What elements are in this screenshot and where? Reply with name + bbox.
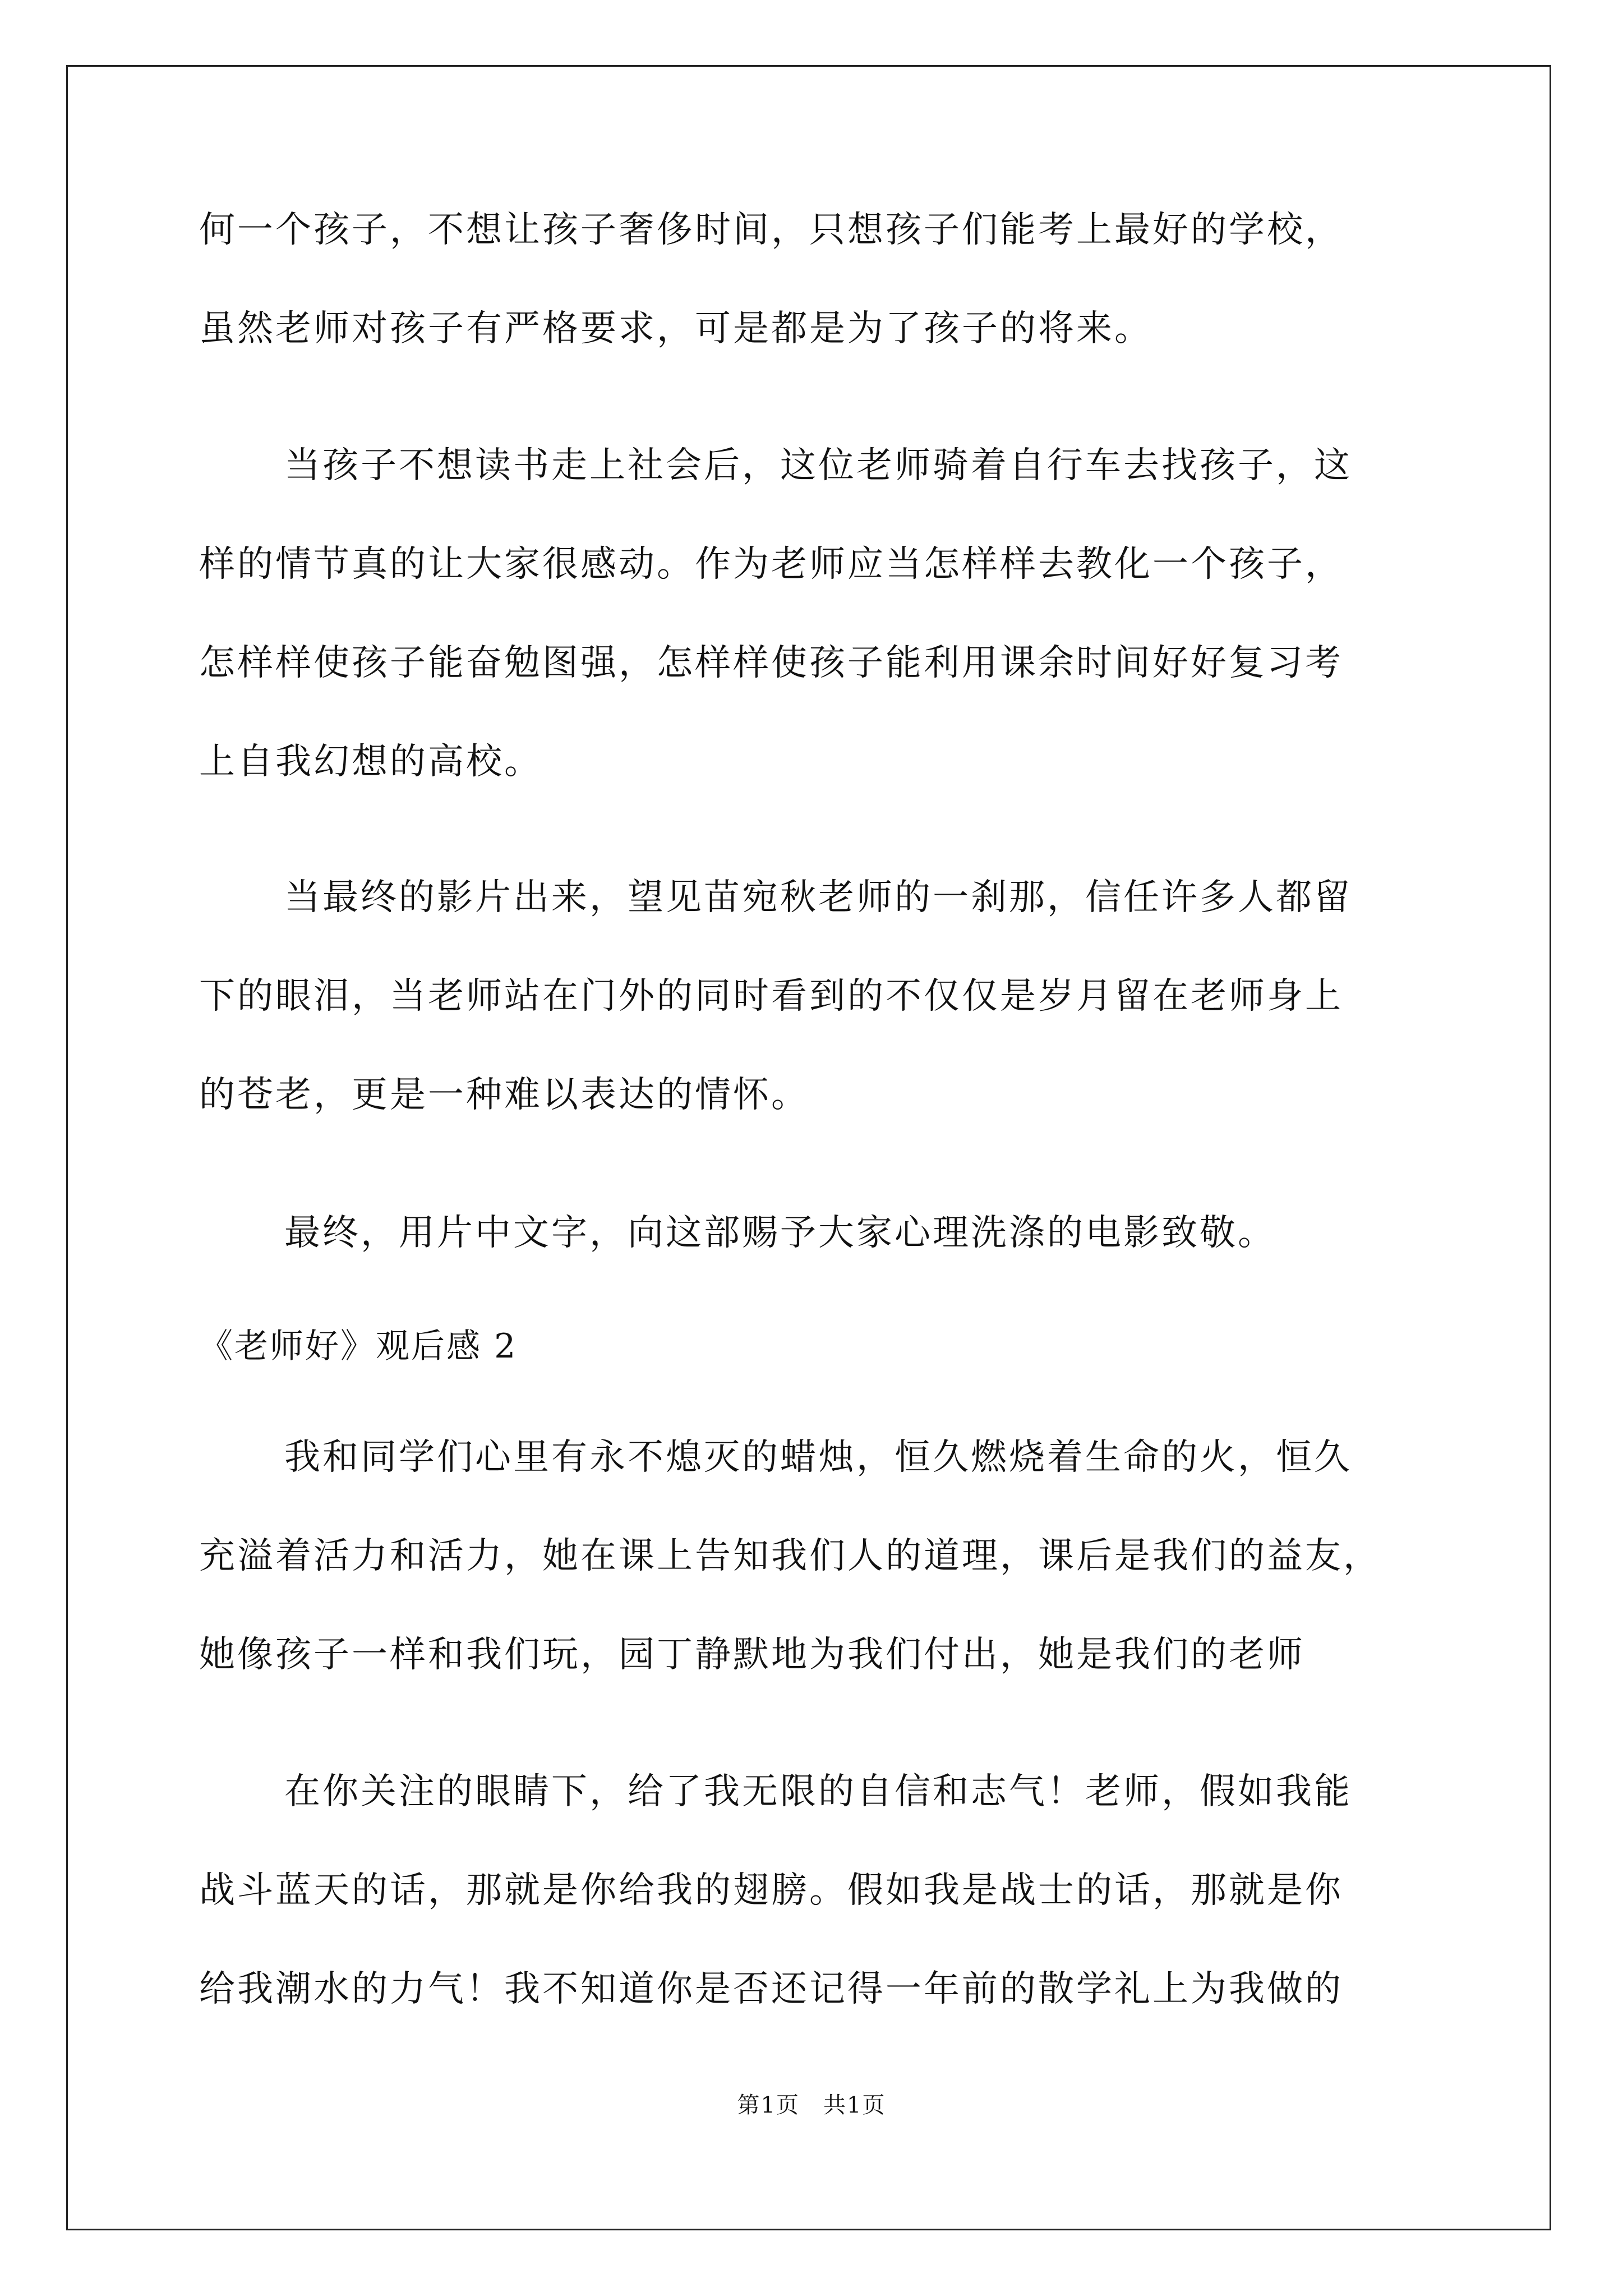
text-line: 虽然老师对孩子有严格要求，可是都是为了孩子的将来。 (199, 308, 1152, 349)
text-line: 上自我幻想的高校。 (199, 741, 542, 783)
paragraph-start-line: 在你关注的眼睛下，给了我无限的自信和志气！老师，假如我能 (284, 1771, 1352, 1812)
paragraph-start-line: 当孩子不想读书走上社会后，这位老师骑着自行车去找孩子，这 (284, 445, 1352, 486)
text-line: 样的情节真的让大家很感动。作为老师应当怎样样去教化一个孩子， (199, 544, 1343, 585)
text-line: 她像孩子一样和我们玩，园丁静默地为我们付出，她是我们的老师 (199, 1634, 1305, 1676)
text-line: 给我潮水的力气！我不知道你是否还记得一年前的散学礼上为我做的 (199, 1968, 1343, 2010)
paragraph-start-line: 我和同学们心里有永不熄灭的蜡烛，恒久燃烧着生命的火，恒久 (284, 1437, 1352, 1478)
text-line: 充溢着活力和活力，她在课上告知我们人的道理，课后是我们的益友， (199, 1535, 1381, 1577)
section-heading: 《老师好》观后感 2 (199, 1327, 518, 1366)
paragraph-start-line: 最终，用片中文字，向这部赐予大家心理洗涤的电影致敬。 (284, 1212, 1276, 1254)
text-line: 的苍老，更是一种难以表达的情怀。 (199, 1074, 809, 1116)
text-line: 下的眼泪，当老师站在门外的同时看到的不仅仅是岁月留在老师身上 (199, 976, 1343, 1017)
text-line: 何一个孩子，不想让孩子奢侈时间，只想孩子们能考上最好的学校， (199, 209, 1343, 251)
paragraph-start-line: 当最终的影片出来，望见苗宛秋老师的一刹那，信任许多人都留 (284, 877, 1352, 918)
page-footer: 第1页 共1页 (737, 2092, 886, 2118)
text-line: 战斗蓝天的话，那就是你给我的翅膀。假如我是战士的话，那就是你 (199, 1870, 1343, 1911)
text-line: 怎样样使孩子能奋勉图强，怎样样使孩子能利用课余时间好好复习考 (199, 642, 1343, 684)
